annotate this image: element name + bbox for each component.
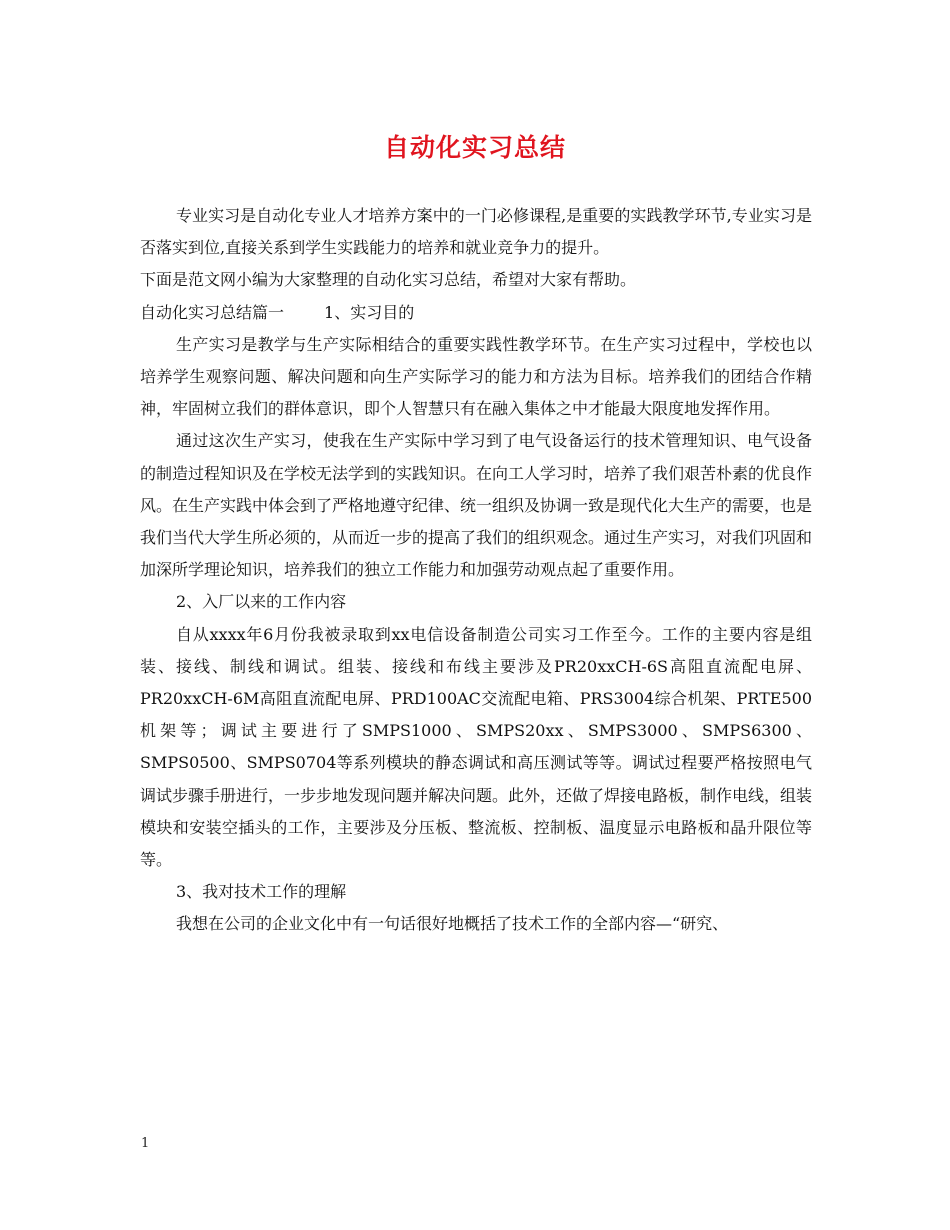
document-title: 自动化实习总结 <box>383 133 566 162</box>
heading-work-content: 2、入厂以来的工作内容 <box>176 592 347 612</box>
paragraph-purpose: 生产实习是教学与生产实际相结合的重要实践性教学环节。在生产实习过程中，学校也以培养学生观察问题、解决问题和向生产实际学习的能力和方法为目标。培养我们的团结合作精神，牢固树立我们的群体意识，即个人智慧只有在融入集体之中才能最大限度地发挥作用。 <box>140 334 812 419</box>
heading-understanding: 3、我对技术工作的理解 <box>176 882 347 902</box>
paragraph-work-content: 自从xxxx年6月份我被录取到xx电信设备制造公司实习工作至今。工作的主要内容是组装、接线、制线和调试。组装、接线和布线主要涉及PR20xxCH-6S高阻直流配电屏、PR20xxCH-6M高阻直流配电屏、PRD100AC交流配电箱、PRS3004综合机架、PRTE500机架等；调试主要进行了SMPS1000、SMPS20xx、SMPS3000、SMPS6300、SMPS0500、SMPS0704等系列模块的静态调试和高压测试等等。调试过程要严格按照电气调试步骤手册进行，一步步地发现问题并解决问题。此外，还做了焊接电路板，制作电线，组装模块和安装空插头的工作，主要涉及分压板、整流板、控制板、温度显示电路板和晶升限位等等。 <box>140 624 813 870</box>
page-number: 1 <box>141 1136 150 1151</box>
document-body <box>140 200 812 941</box>
section-header-line <box>140 297 812 329</box>
paragraph-experience: 通过这次生产实习，使我在生产实际中学习到了电气设备运行的技术管理知识、电气设备的制造过程知识及在学校无法学到的实践知识。在向工人学习时，培养了我们艰苦朴素的优良作风。在生产实践中体会到了严格地遵守纪律、统一组织及协调一致是现代化大生产的需要，也是我们当代大学生所必须的，从而近一步的提高了我们的组织观念。通过生产实习，对我们巩固和加深所学理论知识，培养我们的独立工作能力和加强劳动观点起了重要作用。 <box>140 431 813 580</box>
intro-line: 下面是范文网小编为大家整理的自动化实习总结，希望对大家有帮助。 <box>140 270 637 290</box>
intro-paragraph: 专业实习是自动化专业人才培养方案中的一门必修课程,是重要的实践教学环节,专业实习是否落实到位,直接关系到学生实践能力的培养和就业竞争力的提升。 <box>140 206 812 258</box>
paragraph-understanding: 我想在公司的企业文化中有一句话很好地概括了技术工作的全部内容—“研究、 <box>176 914 729 934</box>
section-label: 自动化实习总结篇一 <box>140 302 285 322</box>
heading-purpose: 1、实习目的 <box>324 302 415 322</box>
